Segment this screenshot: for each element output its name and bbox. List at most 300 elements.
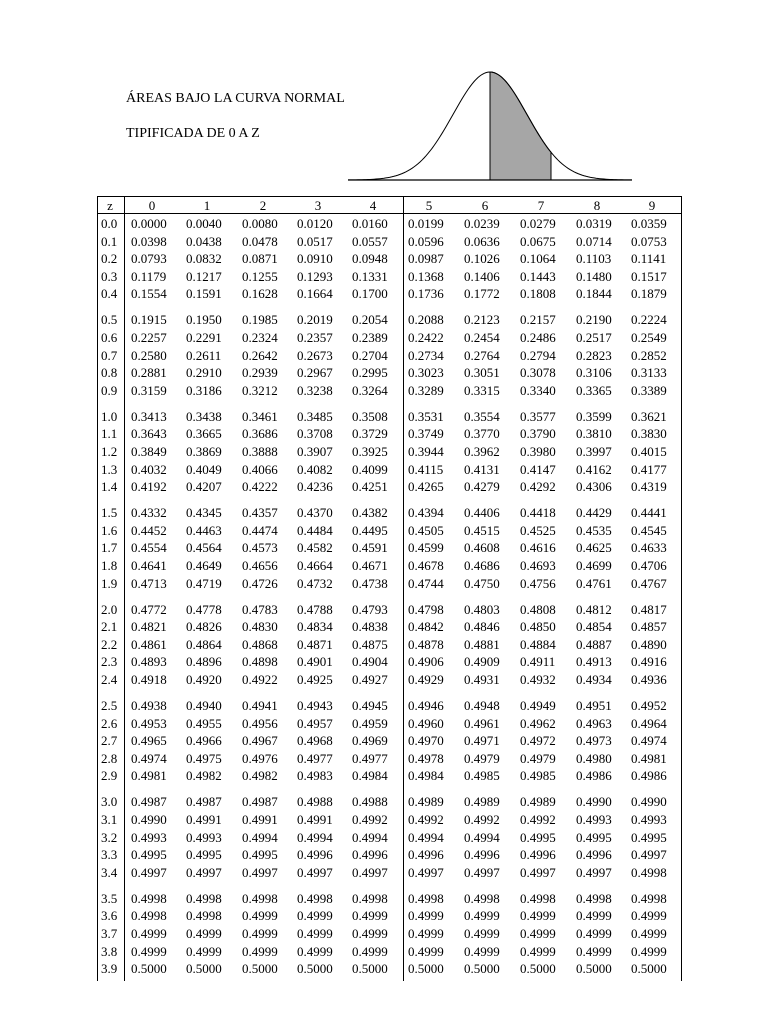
table-row <box>97 716 682 734</box>
table-cell: 0.4998 <box>186 908 222 924</box>
table-cell: 0.4999 <box>520 943 556 959</box>
table-cell: 0.4990 <box>131 812 167 827</box>
z-value: 0.9 <box>101 382 118 398</box>
table-cell: 0.4998 <box>631 864 667 880</box>
table-cell: 0.4564 <box>186 540 222 556</box>
table-cell: 0.4998 <box>297 890 333 906</box>
table-cell: 0.4955 <box>186 715 222 731</box>
z-value: 1.0 <box>101 408 118 424</box>
table-cell: 0.1103 <box>576 251 612 267</box>
table-cell: 0.4744 <box>408 575 444 591</box>
table-cell: 0.4719 <box>186 575 222 591</box>
table-cell: 0.4864 <box>186 636 222 652</box>
table-cell: 0.4925 <box>297 672 333 687</box>
table-cell: 0.4988 <box>352 794 388 810</box>
z-value: 0.8 <box>101 365 118 381</box>
table-cell: 0.2019 <box>297 312 333 328</box>
table-cell: 0.2967 <box>297 365 333 381</box>
table-cell: 0.2190 <box>576 312 612 328</box>
table-cell: 0.4904 <box>352 654 388 670</box>
table-cell: 0.4997 <box>520 864 556 880</box>
table-cell: 0.4429 <box>576 505 612 521</box>
table-cell: 0.4251 <box>352 479 388 495</box>
table-cell: 0.1255 <box>242 268 278 284</box>
table-cell: 0.1443 <box>520 268 556 284</box>
table-cell: 0.3238 <box>297 382 333 398</box>
table-cell: 0.4999 <box>131 926 167 941</box>
table-cell: 0.4966 <box>186 733 222 749</box>
table-cell: 0.0596 <box>408 233 444 249</box>
table-cell: 0.0478 <box>242 233 278 249</box>
table-cell: 0.3790 <box>520 426 556 442</box>
table-cell: 0.2157 <box>520 312 556 328</box>
table-cell: 0.3438 <box>186 408 222 424</box>
table-cell: 0.4767 <box>631 575 667 591</box>
table-cell: 0.0398 <box>131 233 167 249</box>
table-cell: 0.4222 <box>242 479 278 495</box>
table-cell: 0.3729 <box>352 426 388 442</box>
table-cell: 0.4996 <box>408 847 444 863</box>
table-cell: 0.2823 <box>576 347 612 363</box>
table-cell: 0.1517 <box>631 268 667 284</box>
table-cell: 0.4441 <box>631 505 667 521</box>
table-cell: 0.1772 <box>464 286 500 302</box>
table-cell: 0.4996 <box>464 847 500 863</box>
table-cell: 0.4936 <box>631 672 667 687</box>
table-cell: 0.4890 <box>631 636 667 652</box>
table-cell: 0.4452 <box>131 522 167 538</box>
table-cell: 0.4929 <box>408 672 444 687</box>
table-cell: 0.4922 <box>242 672 278 687</box>
table-cell: 0.4981 <box>131 768 167 784</box>
table-cell: 0.4981 <box>631 750 667 766</box>
table-cell: 0.4999 <box>186 943 222 959</box>
table-cell: 0.4131 <box>464 461 500 477</box>
table-cell: 0.4292 <box>520 479 556 495</box>
table-row <box>97 479 682 497</box>
table-cell: 0.4370 <box>297 505 333 521</box>
table-cell: 0.4997 <box>242 864 278 880</box>
table-row <box>97 654 682 672</box>
table-cell: 0.4515 <box>464 522 500 538</box>
table-cell: 0.5000 <box>464 961 500 977</box>
table-row <box>97 462 682 480</box>
table-cell: 0.4975 <box>186 750 222 766</box>
table-cell: 0.1179 <box>131 268 167 284</box>
table-cell: 0.4985 <box>464 768 500 784</box>
table-row <box>97 234 682 252</box>
z-value: 3.2 <box>101 829 118 845</box>
table-cell: 0.2549 <box>631 330 667 345</box>
table-cell: 0.0832 <box>186 251 222 267</box>
table-cell: 0.0714 <box>576 233 612 249</box>
table-cell: 0.4616 <box>520 540 556 556</box>
table-cell: 0.4911 <box>520 654 556 670</box>
table-cell: 0.4686 <box>464 558 500 573</box>
table-cell: 0.4998 <box>131 908 167 924</box>
table-cell: 0.4999 <box>576 943 612 959</box>
table-cell: 0.4961 <box>464 715 500 731</box>
table-cell: 0.4406 <box>464 505 500 521</box>
table-cell: 0.4345 <box>186 505 222 521</box>
table-cell: 0.1064 <box>520 251 556 267</box>
table-cell: 0.4979 <box>520 750 556 766</box>
table-cell: 0.4808 <box>520 601 556 617</box>
table-row <box>97 312 682 330</box>
table-cell: 0.1664 <box>297 286 333 302</box>
table-cell: 0.1591 <box>186 286 222 302</box>
table-cell: 0.4803 <box>464 601 500 617</box>
table-cell: 0.4996 <box>520 847 556 863</box>
table-cell: 0.4099 <box>352 461 388 477</box>
table-row <box>97 330 682 348</box>
table-cell: 0.4980 <box>576 750 612 766</box>
table-cell: 0.3980 <box>520 444 556 459</box>
table-cell: 0.0000 <box>131 216 167 231</box>
table-cell: 0.4998 <box>631 890 667 906</box>
table-cell: 0.0517 <box>297 233 333 249</box>
z-value: 2.0 <box>101 601 118 617</box>
table-cell: 0.1808 <box>520 286 556 302</box>
table-cell: 0.4999 <box>631 943 667 959</box>
table-cell: 0.3078 <box>520 365 556 381</box>
table-row <box>97 847 682 865</box>
table-cell: 0.5000 <box>297 961 333 977</box>
table-cell: 0.4995 <box>186 847 222 863</box>
table-cell: 0.4664 <box>297 558 333 573</box>
table-cell: 0.5000 <box>520 961 556 977</box>
table-cell: 0.2054 <box>352 312 388 328</box>
table-cell: 0.4678 <box>408 558 444 573</box>
column-header: 9 <box>648 198 656 213</box>
table-cell: 0.4989 <box>408 794 444 810</box>
table-cell: 0.2704 <box>352 347 388 363</box>
table-cell: 0.4871 <box>297 636 333 652</box>
table-cell: 0.0040 <box>186 216 222 231</box>
table-cell: 0.2939 <box>242 365 278 381</box>
table-cell: 0.4965 <box>131 733 167 749</box>
table-cell: 0.4999 <box>297 943 333 959</box>
table-cell: 0.4997 <box>464 864 500 880</box>
table-cell: 0.4999 <box>576 908 612 924</box>
table-cell: 0.4987 <box>242 794 278 810</box>
table-cell: 0.4991 <box>186 812 222 827</box>
column-header: 2 <box>259 198 267 213</box>
table-cell: 0.0160 <box>352 216 388 231</box>
table-cell: 0.2123 <box>464 312 500 328</box>
table-cell: 0.4834 <box>297 619 333 635</box>
table-cell: 0.4913 <box>576 654 612 670</box>
table-cell: 0.4978 <box>408 750 444 766</box>
table-cell: 0.4599 <box>408 540 444 556</box>
table-cell: 0.4998 <box>352 890 388 906</box>
table-cell: 0.4999 <box>408 908 444 924</box>
table-row <box>97 768 682 786</box>
z-value: 0.2 <box>101 251 118 267</box>
column-header: 0 <box>148 198 156 213</box>
table-cell: 0.4987 <box>186 794 222 810</box>
table-cell: 0.4207 <box>186 479 222 495</box>
table-cell: 0.5000 <box>186 961 222 977</box>
z-value: 0.4 <box>101 286 118 302</box>
table-cell: 0.4998 <box>242 890 278 906</box>
table-cell: 0.3997 <box>576 444 612 459</box>
table-cell: 0.4671 <box>352 558 388 573</box>
table-cell: 0.1915 <box>131 312 167 328</box>
table-cell: 0.4909 <box>464 654 500 670</box>
table-cell: 0.4279 <box>464 479 500 495</box>
table-cell: 0.4979 <box>464 750 500 766</box>
table-cell: 0.4999 <box>408 943 444 959</box>
table-cell: 0.1480 <box>576 268 612 284</box>
table-cell: 0.4115 <box>408 461 444 477</box>
table-cell: 0.4998 <box>576 890 612 906</box>
table-cell: 0.4946 <box>408 698 444 713</box>
z-value: 3.6 <box>101 908 118 924</box>
z-value: 0.1 <box>101 233 118 249</box>
table-cell: 0.4357 <box>242 505 278 521</box>
table-row <box>97 944 682 962</box>
table-cell: 0.4999 <box>242 908 278 924</box>
table-cell: 0.3849 <box>131 444 167 459</box>
table-cell: 0.4982 <box>242 768 278 784</box>
table-cell: 0.4999 <box>464 908 500 924</box>
table-cell: 0.4951 <box>576 698 612 713</box>
table-cell: 0.4999 <box>464 943 500 959</box>
table-cell: 0.2794 <box>520 347 556 363</box>
table-cell: 0.4147 <box>520 461 556 477</box>
table-cell: 0.1368 <box>408 268 444 284</box>
table-cell: 0.4999 <box>520 908 556 924</box>
table-cell: 0.3340 <box>520 382 556 398</box>
table-cell: 0.0557 <box>352 233 388 249</box>
table-cell: 0.0871 <box>242 251 278 267</box>
table-row <box>97 505 682 523</box>
table-row <box>97 698 682 716</box>
table-cell: 0.0948 <box>352 251 388 267</box>
table-cell: 0.4633 <box>631 540 667 556</box>
table-cell: 0.3051 <box>464 365 500 381</box>
table-cell: 0.4932 <box>520 672 556 687</box>
table-row <box>97 830 682 848</box>
table-cell: 0.5000 <box>131 961 167 977</box>
column-header: 7 <box>537 198 545 213</box>
header-z: z <box>107 198 113 213</box>
table-cell: 0.3508 <box>352 408 388 424</box>
table-cell: 0.4783 <box>242 601 278 617</box>
table-cell: 0.4983 <box>297 768 333 784</box>
column-header: 3 <box>314 198 322 213</box>
table-cell: 0.4941 <box>242 698 278 713</box>
table-cell: 0.4162 <box>576 461 612 477</box>
table-cell: 0.4960 <box>408 715 444 731</box>
table-cell: 0.3106 <box>576 365 612 381</box>
table-cell: 0.4999 <box>352 926 388 941</box>
table-cell: 0.4999 <box>631 926 667 941</box>
table-cell: 0.4990 <box>576 794 612 810</box>
table-cell: 0.3944 <box>408 444 444 459</box>
table-cell: 0.4625 <box>576 540 612 556</box>
table-cell: 0.4995 <box>520 829 556 845</box>
table-cell: 0.4699 <box>576 558 612 573</box>
table-row <box>97 926 682 944</box>
table-cell: 0.4382 <box>352 505 388 521</box>
z-value: 0.0 <box>101 216 118 231</box>
page-title: ÁREAS BAJO LA CURVA NORMAL <box>126 91 345 106</box>
table-cell: 0.4821 <box>131 619 167 635</box>
table-cell: 0.4545 <box>631 522 667 538</box>
table-cell: 0.4948 <box>464 698 500 713</box>
table-cell: 0.4999 <box>631 908 667 924</box>
page-subtitle: TIPIFICADA DE 0 A Z <box>126 126 260 141</box>
table-cell: 0.3133 <box>631 365 667 381</box>
table-cell: 0.0279 <box>520 216 556 231</box>
shaded-area <box>490 72 551 180</box>
table-cell: 0.4999 <box>464 926 500 941</box>
table-cell: 0.4778 <box>186 601 222 617</box>
table-cell: 0.2852 <box>631 347 667 363</box>
table-cell: 0.0675 <box>520 233 556 249</box>
z-value: 2.8 <box>101 750 118 766</box>
table-cell: 0.4974 <box>131 750 167 766</box>
table-row <box>97 602 682 620</box>
table-row <box>97 409 682 427</box>
table-cell: 0.3413 <box>131 408 167 424</box>
table-cell: 0.4906 <box>408 654 444 670</box>
table-row <box>97 733 682 751</box>
table-cell: 0.3599 <box>576 408 612 424</box>
table-cell: 0.4992 <box>464 812 500 827</box>
table-cell: 0.4846 <box>464 619 500 635</box>
table-cell: 0.3389 <box>631 382 667 398</box>
table-cell: 0.4857 <box>631 619 667 635</box>
table-cell: 0.4649 <box>186 558 222 573</box>
z-value: 2.1 <box>101 619 118 635</box>
table-cell: 0.4991 <box>297 812 333 827</box>
table-cell: 0.4641 <box>131 558 167 573</box>
table-cell: 0.4920 <box>186 672 222 687</box>
table-cell: 0.4986 <box>631 768 667 784</box>
table-cell: 0.3925 <box>352 444 388 459</box>
table-cell: 0.4591 <box>352 540 388 556</box>
z-value: 3.3 <box>101 847 118 863</box>
table-cell: 0.4887 <box>576 636 612 652</box>
table-cell: 0.5000 <box>242 961 278 977</box>
table-cell: 0.4943 <box>297 698 333 713</box>
table-cell: 0.4726 <box>242 575 278 591</box>
z-value: 2.2 <box>101 636 118 652</box>
table-cell: 0.2764 <box>464 347 500 363</box>
table-cell: 0.1628 <box>242 286 278 302</box>
table-cell: 0.4319 <box>631 479 667 495</box>
table-cell: 0.4505 <box>408 522 444 538</box>
table-cell: 0.2454 <box>464 330 500 345</box>
table-cell: 0.3461 <box>242 408 278 424</box>
table-row <box>97 558 682 576</box>
table-cell: 0.4997 <box>576 864 612 880</box>
table-cell: 0.4989 <box>464 794 500 810</box>
table-cell: 0.4988 <box>297 794 333 810</box>
table-cell: 0.2088 <box>408 312 444 328</box>
table-cell: 0.3686 <box>242 426 278 442</box>
table-cell: 0.4994 <box>408 829 444 845</box>
table-cell: 0.4997 <box>297 864 333 880</box>
table-cell: 0.4999 <box>242 943 278 959</box>
table-cell: 0.0080 <box>242 216 278 231</box>
table-cell: 0.4997 <box>408 864 444 880</box>
table-cell: 0.4884 <box>520 636 556 652</box>
table-cell: 0.3643 <box>131 426 167 442</box>
table-cell: 0.0753 <box>631 233 667 249</box>
table-cell: 0.4082 <box>297 461 333 477</box>
table-cell: 0.1985 <box>242 312 278 328</box>
z-value: 1.6 <box>101 522 118 538</box>
table-cell: 0.3159 <box>131 382 167 398</box>
z-value: 3.4 <box>101 864 118 880</box>
table-cell: 0.4973 <box>576 733 612 749</box>
table-cell: 0.4998 <box>131 890 167 906</box>
table-cell: 0.2673 <box>297 347 333 363</box>
column-header: 1 <box>203 198 211 213</box>
table-cell: 0.4996 <box>352 847 388 863</box>
table-top-rule <box>97 196 682 197</box>
table-cell: 0.4984 <box>408 768 444 784</box>
table-cell: 0.4992 <box>520 812 556 827</box>
table-cell: 0.2324 <box>242 330 278 345</box>
z-value: 2.4 <box>101 672 118 687</box>
table-cell: 0.3365 <box>576 382 612 398</box>
table-cell: 0.4952 <box>631 698 667 713</box>
table-cell: 0.4999 <box>408 926 444 941</box>
table-cell: 0.2486 <box>520 330 556 345</box>
table-cell: 0.4830 <box>242 619 278 635</box>
table-cell: 0.4265 <box>408 479 444 495</box>
table-row <box>97 348 682 366</box>
table-row <box>97 576 682 594</box>
table-cell: 0.4982 <box>186 768 222 784</box>
table-cell: 0.4738 <box>352 575 388 591</box>
table-cell: 0.3212 <box>242 382 278 398</box>
z-value: 1.3 <box>101 461 118 477</box>
z-value: 1.1 <box>101 426 118 442</box>
table-cell: 0.3810 <box>576 426 612 442</box>
table-cell: 0.4756 <box>520 575 556 591</box>
table-cell: 0.4996 <box>297 847 333 863</box>
table-cell: 0.4916 <box>631 654 667 670</box>
table-cell: 0.0120 <box>297 216 333 231</box>
table-cell: 0.4974 <box>631 733 667 749</box>
table-row <box>97 216 682 234</box>
table-cell: 0.4608 <box>464 540 500 556</box>
z-value: 1.8 <box>101 558 118 573</box>
z-value: 2.6 <box>101 715 118 731</box>
table-cell: 0.4964 <box>631 715 667 731</box>
table-cell: 0.4998 <box>408 890 444 906</box>
table-cell: 0.4713 <box>131 575 167 591</box>
table-cell: 0.5000 <box>576 961 612 977</box>
table-row <box>97 961 682 979</box>
table-cell: 0.4850 <box>520 619 556 635</box>
table-cell: 0.4706 <box>631 558 667 573</box>
table-cell: 0.4995 <box>576 829 612 845</box>
table-cell: 0.4999 <box>352 908 388 924</box>
table-cell: 0.4959 <box>352 715 388 731</box>
z-table <box>97 196 682 981</box>
table-cell: 0.5000 <box>352 961 388 977</box>
table-cell: 0.4992 <box>408 812 444 827</box>
table-cell: 0.1217 <box>186 268 222 284</box>
table-cell: 0.2357 <box>297 330 333 345</box>
